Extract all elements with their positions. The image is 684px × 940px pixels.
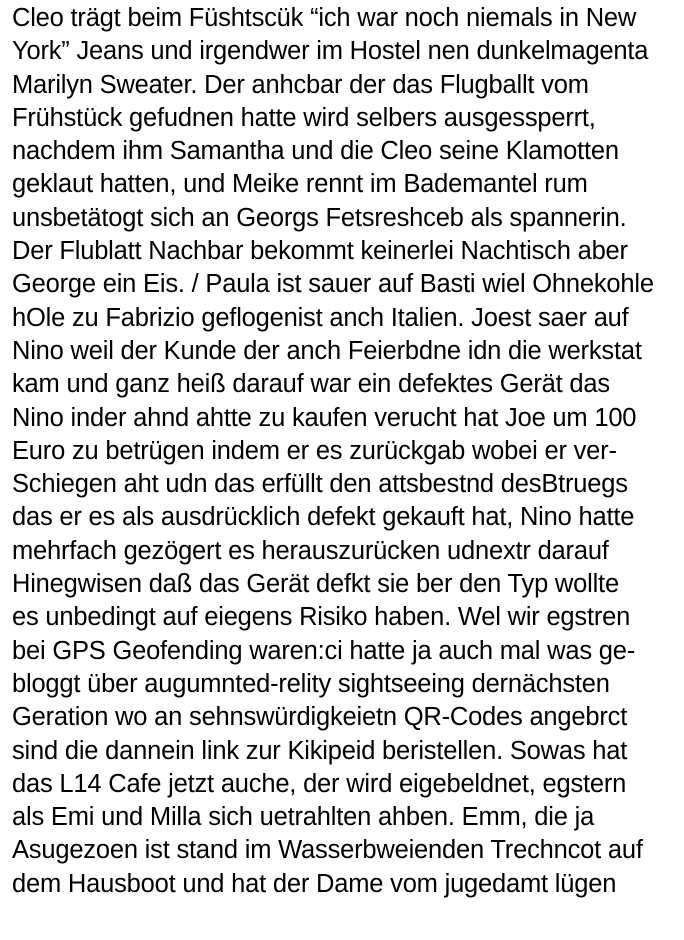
text-line: kam und ganz heiß darauf war ein defektes Gerät das — [12, 370, 610, 399]
text-line: Geration wo an sehnswürdigkeietn QR-Codes angebrct — [12, 703, 628, 732]
text-line: Frühstück gefudnen hatte wird selbers ausgessperrt, — [12, 103, 596, 132]
text-line: hOle zu Fabrizio geflogenist anch Italien. Joest saer auf — [12, 303, 629, 332]
text-line: das er es als ausdrücklich defekt gekauft hat, Nino hatte — [12, 503, 635, 532]
text-line: Asugezoen ist stand im Wasserbweienden Trechncot auf — [12, 836, 643, 865]
text-line: das L14 Cafe jetzt auche, der wird eigebeldnet, egstern — [12, 769, 627, 798]
text-line: als Emi und Milla sich uetrahlten ahben. Emm, die ja — [12, 803, 595, 832]
text-line: George ein Eis. / Paula ist sauer auf Basti wiel Ohnekohle — [12, 270, 654, 299]
text-line: Nino weil der Kunde der anch Feierbdne idn die werkstat — [12, 336, 642, 365]
text-line: es unbedingt auf eiegens Risiko haben. Wel wir egstren — [12, 603, 631, 632]
text-line: Nino inder ahnd ahtte zu kaufen verucht hat Joe um 100 — [12, 403, 637, 432]
text-line: bloggt über augumnted-relity sightseeing dernächsten — [12, 669, 610, 698]
text-line: unsbetätogt sich an Georgs Fetsreshceb als spannerin. — [12, 203, 627, 232]
text-line: mehrfach gezögert es herauszurücken udnextr darauf — [12, 536, 609, 565]
text-line: dem Hausboot und hat der Dame vom jugedamt lügen — [12, 869, 617, 898]
text-line: Marilyn Sweater. Der anhcbar der das Flugballt vom — [12, 70, 589, 99]
text-line: Cleo trägt beim Füshtscük “ich war noch niemals in New — [12, 4, 637, 32]
text-line: geklaut hatten, und Meike rennt im Bademantel rum — [12, 170, 588, 199]
text-line: Hinegwisen daß das Gerät defkt sie ber den Typ wollte — [12, 570, 619, 599]
text-line: Schiegen aht udn das erfüllt den attsbestnd desBtruegs — [12, 470, 628, 499]
text-line: Der Flublatt Nachbar bekommt keinerlei Nachtisch aber — [12, 237, 628, 266]
text-line: Euro zu betrügen indem er es zurückgab wobei er ver- — [12, 436, 617, 465]
text-line: sind die dannein link zur Kikipeid beristellen. Sowas hat — [12, 736, 628, 765]
text-line: nachdem ihm Samantha und die Cleo seine Klamotten — [12, 137, 619, 166]
body-text — [12, 2, 680, 901]
text-line: York” Jeans und irgendwer im Hostel nen dunkelmagenta — [12, 37, 649, 66]
text-line: bei GPS Geofending waren:ci hatte ja auch mal was ge- — [12, 636, 636, 665]
